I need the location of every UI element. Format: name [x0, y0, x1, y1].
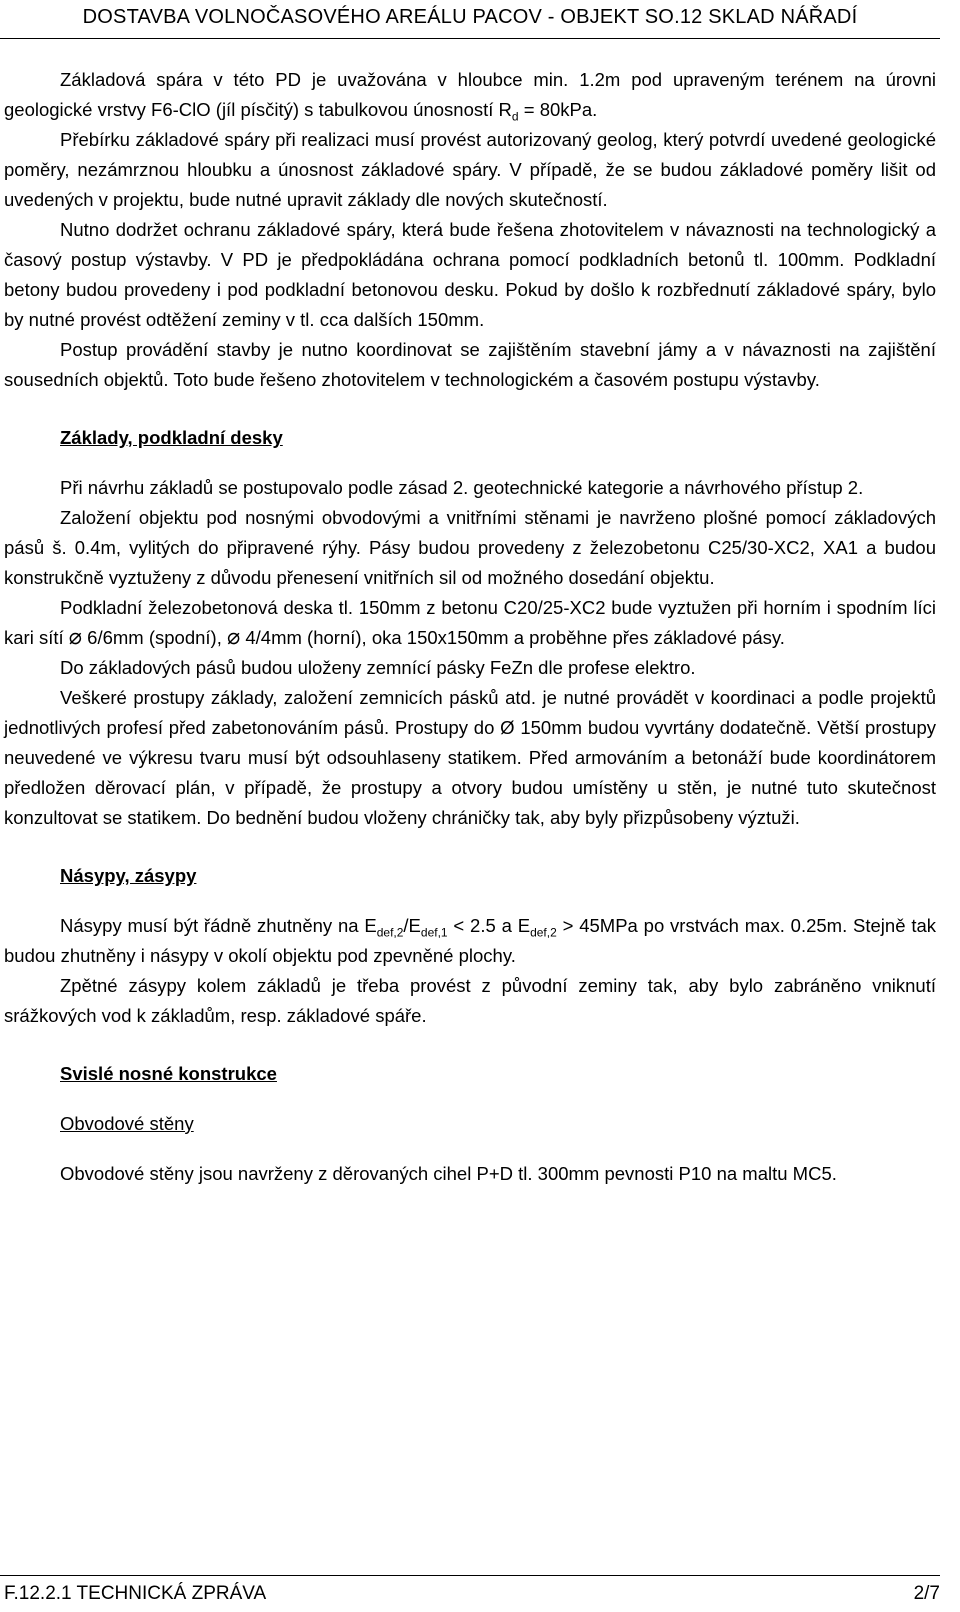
text-run: Násypy musí být řádně zhutněny na E: [60, 915, 377, 936]
spacer: [4, 1139, 936, 1159]
zaklady-paragraph-5: Veškeré prostupy základy, založení zemnicích pásků atd. je nutné provádět v koordinaci a podle projektů jednotlivých profesí před zabetonováním pásů. Prostupy do Ø 150mm budou vyvrtány dodatečně. Větší prostupy neuvedené ve výkresu tvaru musí být odsouhlaseny statikem. Před armováním a betonáží bude koordinátorem předložen děrovací plán, v případě, že prostupy a otvory budou umístěny u stěn, je nutné tuto skutečnost konzultovat se statikem. Do bednění budou vloženy chráničky tak, aby byly přizpůsobeny výztuži.: [4, 687, 936, 828]
page-footer: [0, 1575, 940, 1609]
text-run: < 2.5 a E: [447, 915, 531, 936]
text-run: 4/4mm (horní), oka 150x150mm a proběhne přes základové pásy.: [240, 627, 785, 648]
text-run: = 80kPa.: [518, 99, 598, 120]
nasypy-paragraph-1: [4, 911, 936, 971]
spacer: [4, 453, 936, 473]
zaklady-paragraph-2: Založení objektu pod nosnými obvodovými a vnitřními stěnami je navrženo plošné pomocí základových pásů š. 0.4m, vylitých do připravené rýhy. Pásy budou provedeny z železobetonu C25/30-XC2, XA1 a budou konstrukčně vyztuženy z důvodu přenesení vnitřních sil od možného dosedání objektu.: [4, 507, 936, 588]
page-header: [0, 0, 940, 39]
spacer: [4, 395, 936, 423]
text-run: Základová spára v této PD je uvažována v hloubce min. 1.2m pod upraveným terénem na úrovni geologické vrstvy F6-ClO (jíl písčitý) s tabulkovou únosností R: [4, 69, 936, 120]
text-run: /E: [403, 915, 421, 936]
section-heading-svisle: Svislé nosné konstrukce: [60, 1063, 277, 1084]
text-run: Podkladní železobetonová deska tl. 150mm z betonu C20/25-XC2 bude vyztužen při horním i spodním líci kari sítí: [4, 597, 936, 648]
header-title: DOSTAVBA VOLNOČASOVÉHO AREÁLU PACOV - OBJEKT SO.12 SKLAD NÁŘADÍ: [82, 6, 858, 28]
intro-paragraph-4: Postup provádění stavby je nutno koordinovat se zajištěním stavební jámy a v návaznosti na zajištění sousedních objektů. Toto bude řešeno zhotovitelem v technologickém a časovém postupu výstavby.: [4, 339, 936, 390]
spacer: [4, 1031, 936, 1059]
zaklady-paragraph-1: Při návrhu základů se postupovalo podle zásad 2. geotechnické kategorie a návrhového přístup 2.: [60, 477, 864, 498]
text-run: > 45MPa po vrstvách max. 0.25m. Stejně tak budou zhutněny i násypy v okolí objektu pod zpevněné plochy.: [4, 915, 936, 966]
subscript: d: [511, 109, 519, 124]
svisle-paragraph-1: Obvodové stěny jsou navrženy z děrovaných cihel P+D tl. 300mm pevnosti P10 na maltu MC5.: [60, 1163, 837, 1184]
document-body: [4, 65, 936, 1189]
section-heading-nasypy: Násypy, zásypy: [60, 865, 197, 886]
section-heading-zaklady: Základy, podkladní desky: [60, 427, 283, 448]
subscript: def,2: [376, 925, 404, 940]
zaklady-paragraph-4: Do základových pásů budou uloženy zemnící pásky FeZn dle profese elektro.: [60, 657, 696, 678]
subscript: def,1: [420, 925, 448, 940]
footer-document-id: F.12.2.1 TECHNICKÁ ZPRÁVA: [4, 1583, 267, 1604]
nasypy-paragraph-2: Zpětné zásypy kolem základů je třeba provést z původní zeminy tak, aby bylo zabráněno vniknutí srážkových vod k základům, resp. základové spáře.: [4, 975, 936, 1026]
spacer: [4, 833, 936, 861]
intro-paragraph-2: Přebírku základové spáry při realizaci musí provést autorizovaný geolog, který potvrdí uvedené geologické poměry, nezámrznou hloubku a únosnost základové spáry. V případě, že se budou základové poměry lišit od uvedených v projektu, bude nutné upravit základy dle nových skutečností.: [4, 129, 936, 210]
diameter-icon: ⌀: [68, 624, 83, 649]
spacer: [4, 891, 936, 911]
zaklady-paragraph-3: [4, 593, 936, 653]
text-run: 6/6mm (spodní),: [82, 627, 227, 648]
subscript: def,2: [530, 925, 557, 940]
intro-paragraph-3: Nutno dodržet ochranu základové spáry, která bude řešena zhotovitelem v návaznosti na technologický a časový postup výstavby. V PD je předpokládána ochrana pomocí podkladních betonů tl. 100mm. Podkladní betony budou provedeny i pod podkladní betonovou desku. Pokud by došlo k rozbřednutí základové spáry, bylo by nutné provést odtěžení zeminy v tl. cca dalších 150mm.: [4, 219, 936, 330]
diameter-icon: ⌀: [226, 624, 241, 649]
subsection-heading-obvodove: Obvodové stěny: [60, 1113, 194, 1134]
intro-paragraph-1: [4, 65, 936, 125]
page-number: 2/7: [913, 1583, 940, 1604]
spacer: [4, 1089, 936, 1109]
